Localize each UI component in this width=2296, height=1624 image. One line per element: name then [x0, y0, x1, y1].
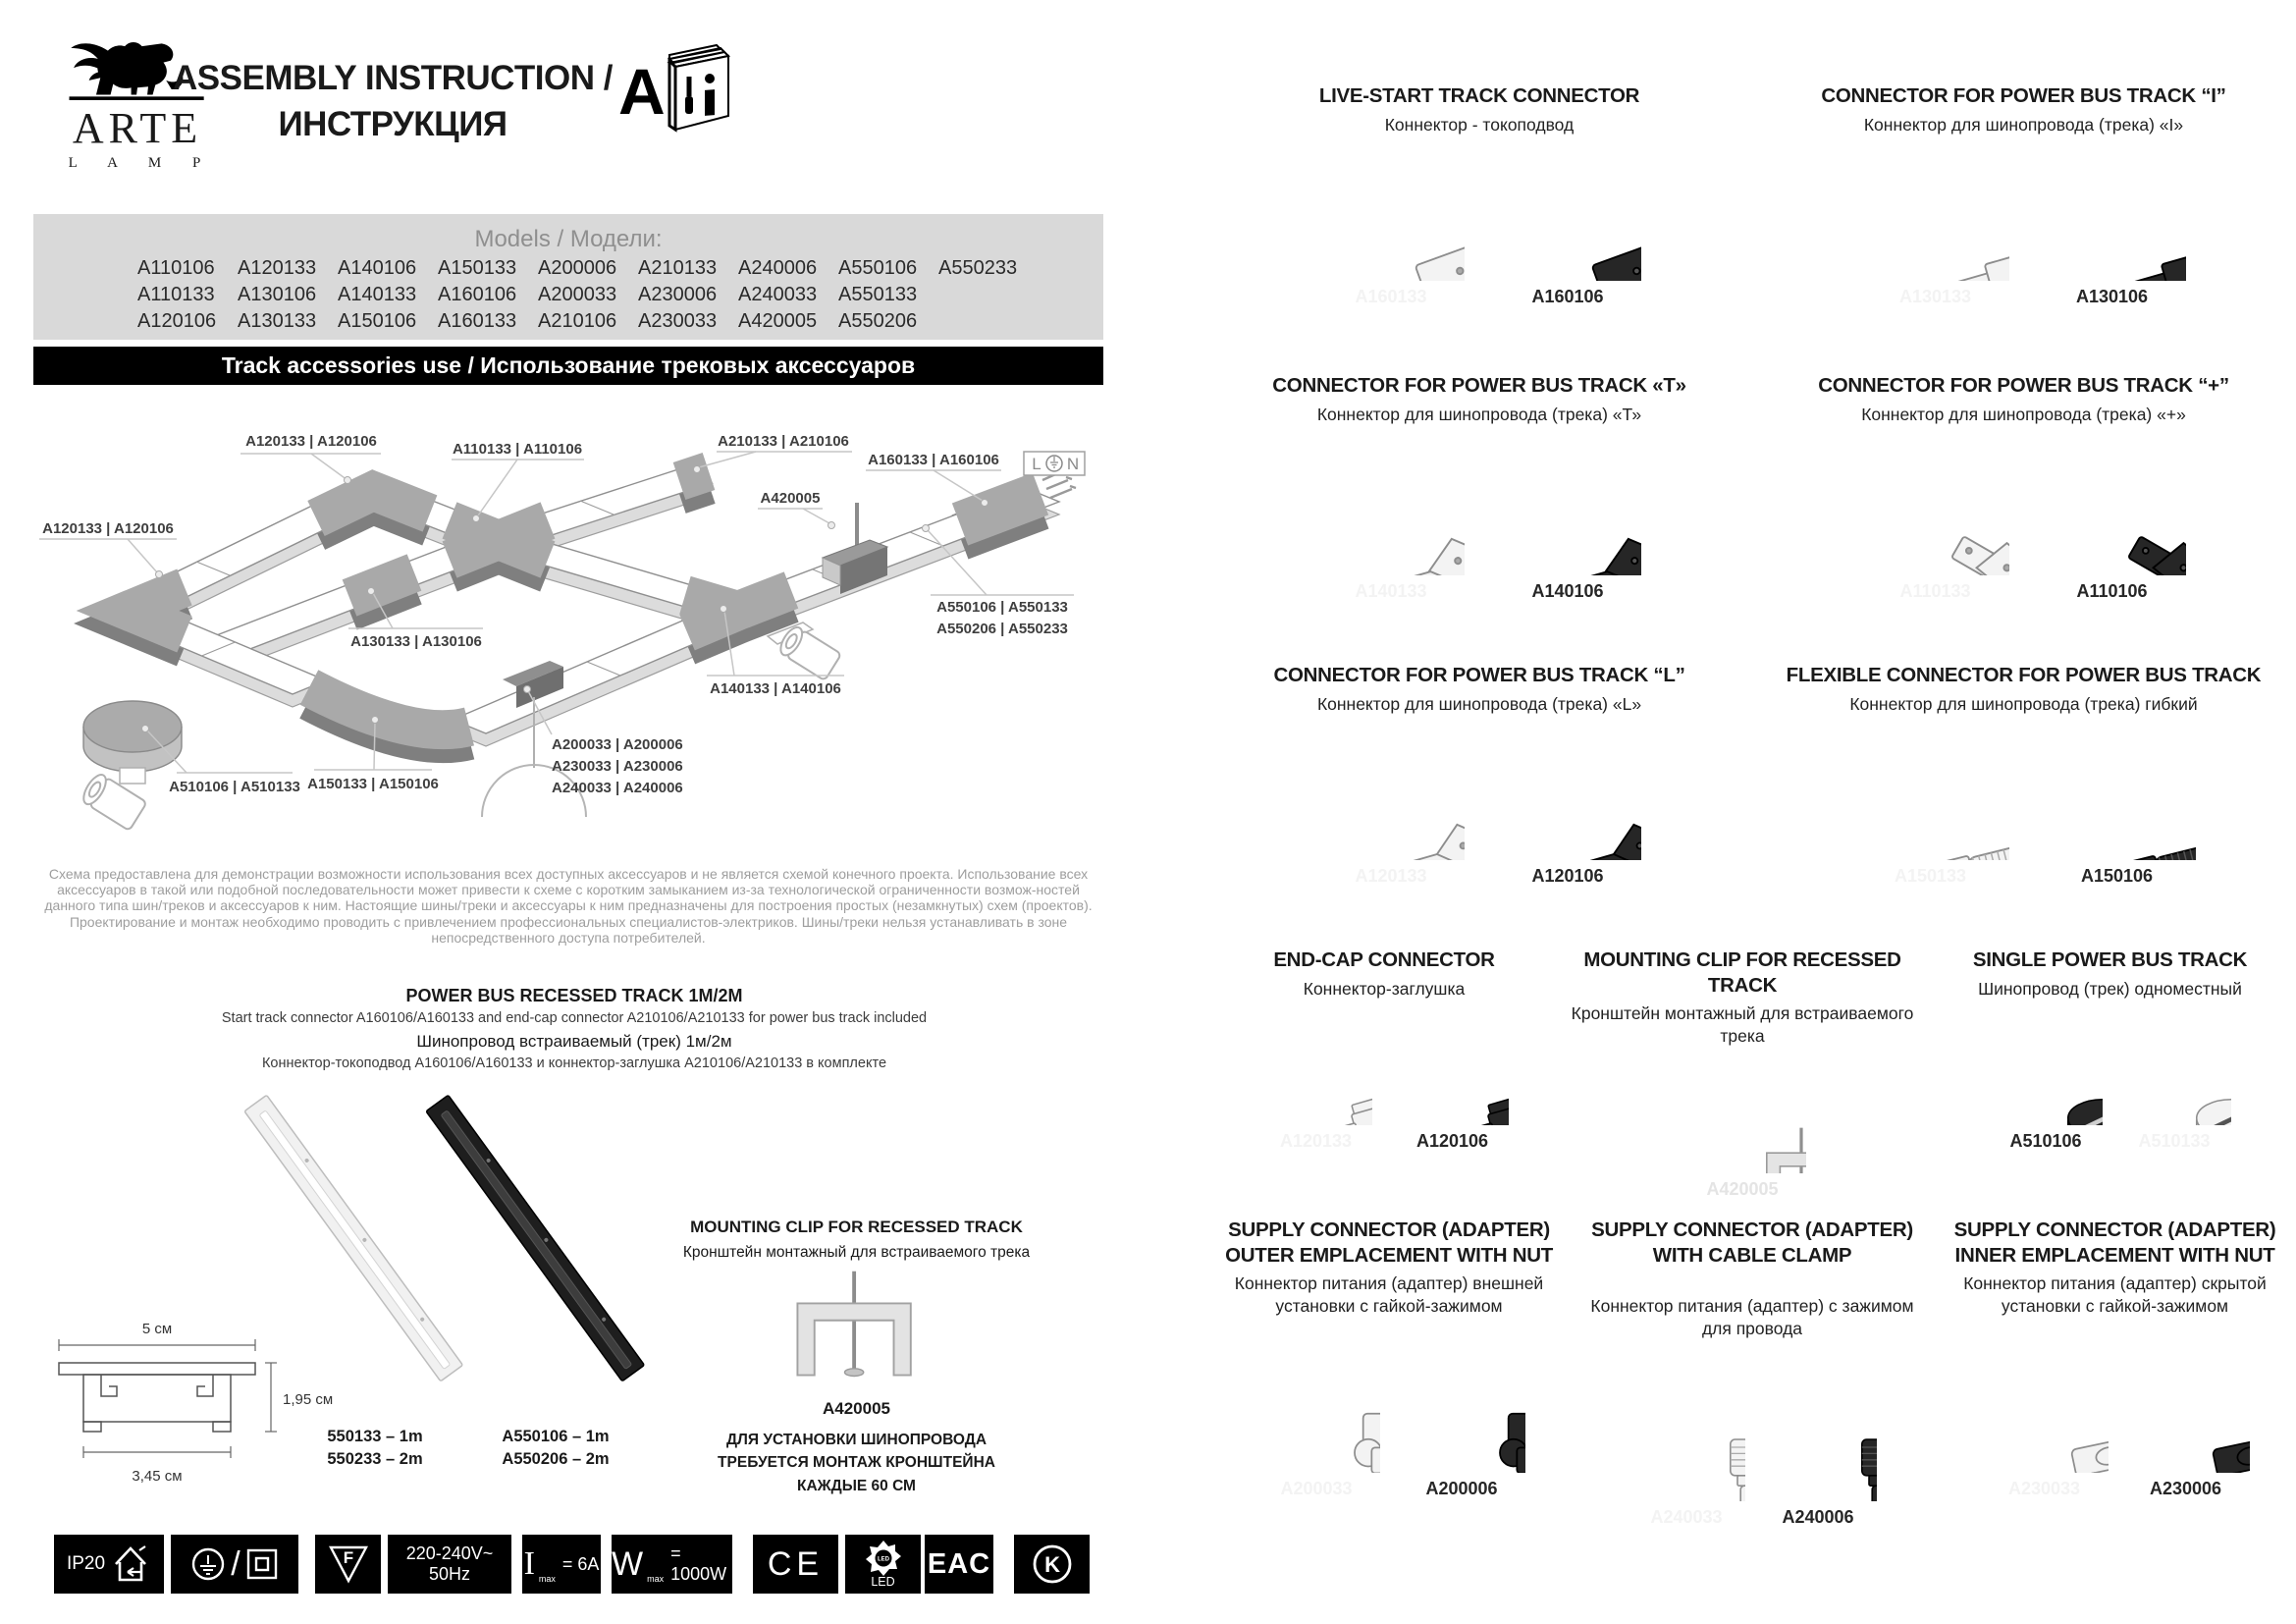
single-power-bus	[80, 701, 182, 831]
dim-width: 5 см	[141, 1321, 173, 1337]
track-models-black: A550106 – 1m A550206 – 2m	[502, 1428, 610, 1469]
section-connector-i: CONNECTOR FOR POWER BUS TRACK “I” Коннектор для шинопровода (трека) «I» A130133 A130106	[1751, 83, 2296, 307]
diagram-label: A230033 | A230006	[552, 758, 683, 775]
section-bar: Track accessories use / Использование трековых аксессуаров	[33, 347, 1103, 385]
manual-letter: A	[618, 55, 666, 128]
product: A140106	[1494, 433, 1641, 602]
plus-connector	[450, 520, 548, 560]
section-adapter-outer: SUPPLY CONNECTOR (ADAPTER) OUTER EMPLACEMENT WITH NUT Коннектор питания (адаптер) внешней установки с гайкой-зажимом A200033 A200006	[1225, 1218, 1553, 1498]
i-connector	[349, 572, 414, 598]
catalog-row-5	[1207, 1218, 2296, 1528]
models-row: A110133 A130106 A140133 A160106 A200033 A230006 A240033 A550133	[137, 284, 918, 305]
svg-text:LED: LED	[877, 1556, 889, 1563]
product: A120106	[1494, 723, 1641, 887]
led-burst-icon	[865, 1540, 902, 1577]
product: A150133	[1852, 723, 2009, 887]
brand-sub-wordmark: L A M P	[68, 155, 215, 171]
product: A140133	[1317, 433, 1465, 602]
recessed-subtitle-ru: Коннектор-токоподвод A160106/A160133 и коннектор-заглушка A210106/A210133 в комплекте	[261, 1056, 887, 1071]
clip-title-en: MOUNTING CLIP FOR RECESSED TRACK	[690, 1218, 1023, 1236]
diagram-label: A550106 | A550133	[936, 599, 1068, 616]
diagram-label: A160133 | A160106	[868, 452, 999, 468]
svg-text:K: K	[1043, 1552, 1060, 1577]
catalog-row-4	[1207, 947, 2296, 1200]
product: A130133	[1862, 143, 2009, 307]
product: A200033	[1253, 1326, 1380, 1499]
badge-eac: EAC	[925, 1535, 993, 1594]
diagram-label: A240033 | A240006	[552, 780, 683, 796]
earth-symbol-icon	[190, 1546, 226, 1582]
diagram-label: A120133 | A120106	[245, 433, 377, 450]
class2-icon	[245, 1547, 279, 1581]
section-connector-l: CONNECTOR FOR POWER BUS TRACK “L” Коннектор для шинопровода (трека) «L» A120133 A120106	[1207, 663, 1751, 887]
badge-ce: CE	[753, 1535, 838, 1594]
product: A130106	[2039, 143, 2186, 307]
badge-power: W max = 1000W	[612, 1535, 732, 1594]
section-live-start-connector: LIVE-START TRACK CONNECTOR Коннектор - токоподвод A160133 A160106	[1207, 83, 1751, 307]
clip-title-ru: Кронштейн монтажный для встраиваемого трека	[682, 1244, 1031, 1261]
assembly-manual-icon	[618, 43, 736, 138]
badge-ip20: IP20	[54, 1535, 164, 1594]
diagram-label: A420005	[760, 490, 821, 507]
ln-terminal-box	[1024, 452, 1085, 475]
badge-led: LED LED	[845, 1535, 921, 1594]
disclaimer-text: Схема предоставлена для демонстрации возможности использования всех доступных аксессуаров и не является схемой конечного проекта. Использование всех аксессуаров в такой или подобной последовательности может привести к схеме с коротким замыканием из-за технологической ограниченности возмож-ностей данного типа шин/треков и аксессуаров к ним. Настоящие шины/треки и аксессуары к ним предназначены для построения простых (незамкнутых) схем (проектов). Проектирование и монтаж необходимо проводить с привлечением профессиональных специалистов-электриков. Шины/треки нельзя устанавливать в зоне непосредственного доступа потребителей.	[44, 866, 1093, 946]
diagram-label: A510106 | A510133	[169, 779, 300, 795]
product: A160106	[1494, 143, 1641, 307]
badge-kc	[1014, 1535, 1090, 1594]
diagram-label: A550206 | A550233	[936, 621, 1068, 637]
diagram-label: A200033 | A200006	[552, 736, 683, 753]
recessed-track-section	[182, 986, 967, 1071]
recessed-track-black	[426, 1095, 644, 1381]
track-spotlight	[768, 623, 841, 680]
track-layout-diagram	[29, 403, 1109, 864]
section-adapter-clamp: SUPPLY CONNECTOR (ADAPTER) WITH CABLE CLAMP Коннектор питания (адаптер) с зажимом для провода A240033 A240006	[1590, 1218, 1914, 1527]
models-heading: Models / Модели:	[474, 226, 663, 252]
diagram-label: A120133 | A120106	[42, 520, 174, 537]
kc-mark-icon	[1031, 1543, 1074, 1586]
diagram-label: A150133 | A150106	[307, 776, 439, 792]
diagram-label: A130133 | A130106	[350, 633, 482, 650]
section-single-power-bus: SINGLE POWER BUS TRACK Шинопровод (трек) одноместный A510106 A510133	[1924, 947, 2296, 1200]
product: A110106	[2039, 433, 2186, 602]
divider-slash: /	[231, 1544, 240, 1583]
product: A150106	[2039, 723, 2196, 887]
svg-text:F: F	[343, 1548, 353, 1567]
product: A230033	[1981, 1326, 2109, 1499]
booklet-icon	[669, 45, 728, 130]
product: A240006	[1759, 1354, 1877, 1528]
section-flexible-connector: FLEXIBLE CONNECTOR FOR POWER BUS TRACK Коннектор для шинопровода (трека) гибкий A150133 A150106	[1786, 664, 2262, 887]
product: A120133	[1317, 723, 1465, 887]
house-icon	[110, 1543, 151, 1586]
diagram-label: A110133 | A110106	[452, 441, 583, 458]
dim-height: 1,95 см	[283, 1391, 334, 1408]
mounting-clip-image	[774, 1266, 940, 1388]
track-models-white: 550133 – 1m 550233 – 2m	[327, 1428, 423, 1469]
product: A160133	[1317, 143, 1465, 307]
catalog-row-1	[1207, 83, 2296, 307]
badge-f-triangle	[315, 1535, 381, 1594]
brand-wordmark: ARTE	[72, 104, 203, 152]
product: A420005	[1679, 1056, 1806, 1200]
product: A510133	[2118, 1007, 2231, 1152]
product: A110133	[1862, 433, 2009, 602]
mounting-clip-section	[638, 1218, 1075, 1497]
section-end-cap: END-CAP CONNECTOR Коннектор-заглушка A120133 A120106	[1207, 947, 1561, 1200]
f-triangle-icon	[326, 1543, 371, 1586]
product: A120106	[1396, 1007, 1509, 1152]
svg-text:N: N	[1066, 455, 1080, 473]
product: A120133	[1259, 1007, 1372, 1152]
recessed-subtitle-en: Start track connector A160106/A160133 and end-cap connector A210106/A210133 for power bus track included	[221, 1010, 928, 1026]
l-connector-left	[128, 587, 185, 634]
page-title: ASSEMBLY INSTRUCTION / ИНСТРУКЦИЯ	[173, 59, 613, 144]
clip-model: A420005	[822, 1399, 890, 1418]
badge-current: I max = 6A	[522, 1535, 601, 1594]
models-row: A120106 A130133 A150106 A160133 A210106 A230033 A420005 A550206	[137, 310, 918, 332]
product: A200006	[1398, 1326, 1525, 1499]
product: A240033	[1628, 1354, 1745, 1528]
section-connector-plus: CONNECTOR FOR POWER BUS TRACK “+” Коннектор для шинопровода (трека) «+» A110133 A110106	[1751, 373, 2296, 602]
product: A510106	[1990, 1007, 2103, 1152]
catalog-row-2	[1207, 373, 2296, 602]
catalog-row-3	[1207, 663, 2296, 887]
models-list	[137, 257, 1039, 337]
section-adapter-inner: SUPPLY CONNECTOR (ADAPTER) INNER EMPLACEMENT WITH NUT Коннектор питания (адаптер) скрытой установки с гайкой-зажимом A230033 A230006	[1934, 1218, 2296, 1528]
recessed-title-ru: Шинопровод встраиваемый (трек) 1м/2м	[416, 1032, 732, 1051]
product: A230006	[2122, 1326, 2250, 1499]
section-mounting-clip: MOUNTING CLIP FOR RECESSED TRACK Кронштейн монтажный для встраиваемого трека A420005	[1561, 947, 1924, 1200]
svg-text:L: L	[1032, 455, 1041, 473]
models-row: A110106 A120133 A140106 A150133 A200006 A210133 A240006 A550106 A550233	[137, 257, 1018, 279]
clip-note: ДЛЯ УСТАНОВКИ ШИНОПРОВОДА ТРЕБУЕТСЯ МОНТАЖ КРОНШТЕЙНА КАЖДЫЕ 60 СМ	[718, 1432, 995, 1494]
dim-bottom: 3,45 см	[132, 1468, 183, 1485]
diagram-label: A210133 | A210106	[718, 433, 849, 450]
badge-voltage: 220-240V~ 50Hz	[388, 1535, 511, 1594]
section-connector-t: CONNECTOR FOR POWER BUS TRACK «T» Коннектор для шинопровода (трека) «Т» A140133 A140106	[1207, 373, 1751, 602]
end-cap	[679, 471, 709, 481]
recessed-title: POWER BUS RECESSED TRACK 1M/2M	[405, 986, 743, 1005]
diagram-label: A140133 | A140106	[710, 680, 841, 697]
badge-earthing-class2	[171, 1535, 298, 1594]
live-start-connector	[960, 494, 1041, 524]
